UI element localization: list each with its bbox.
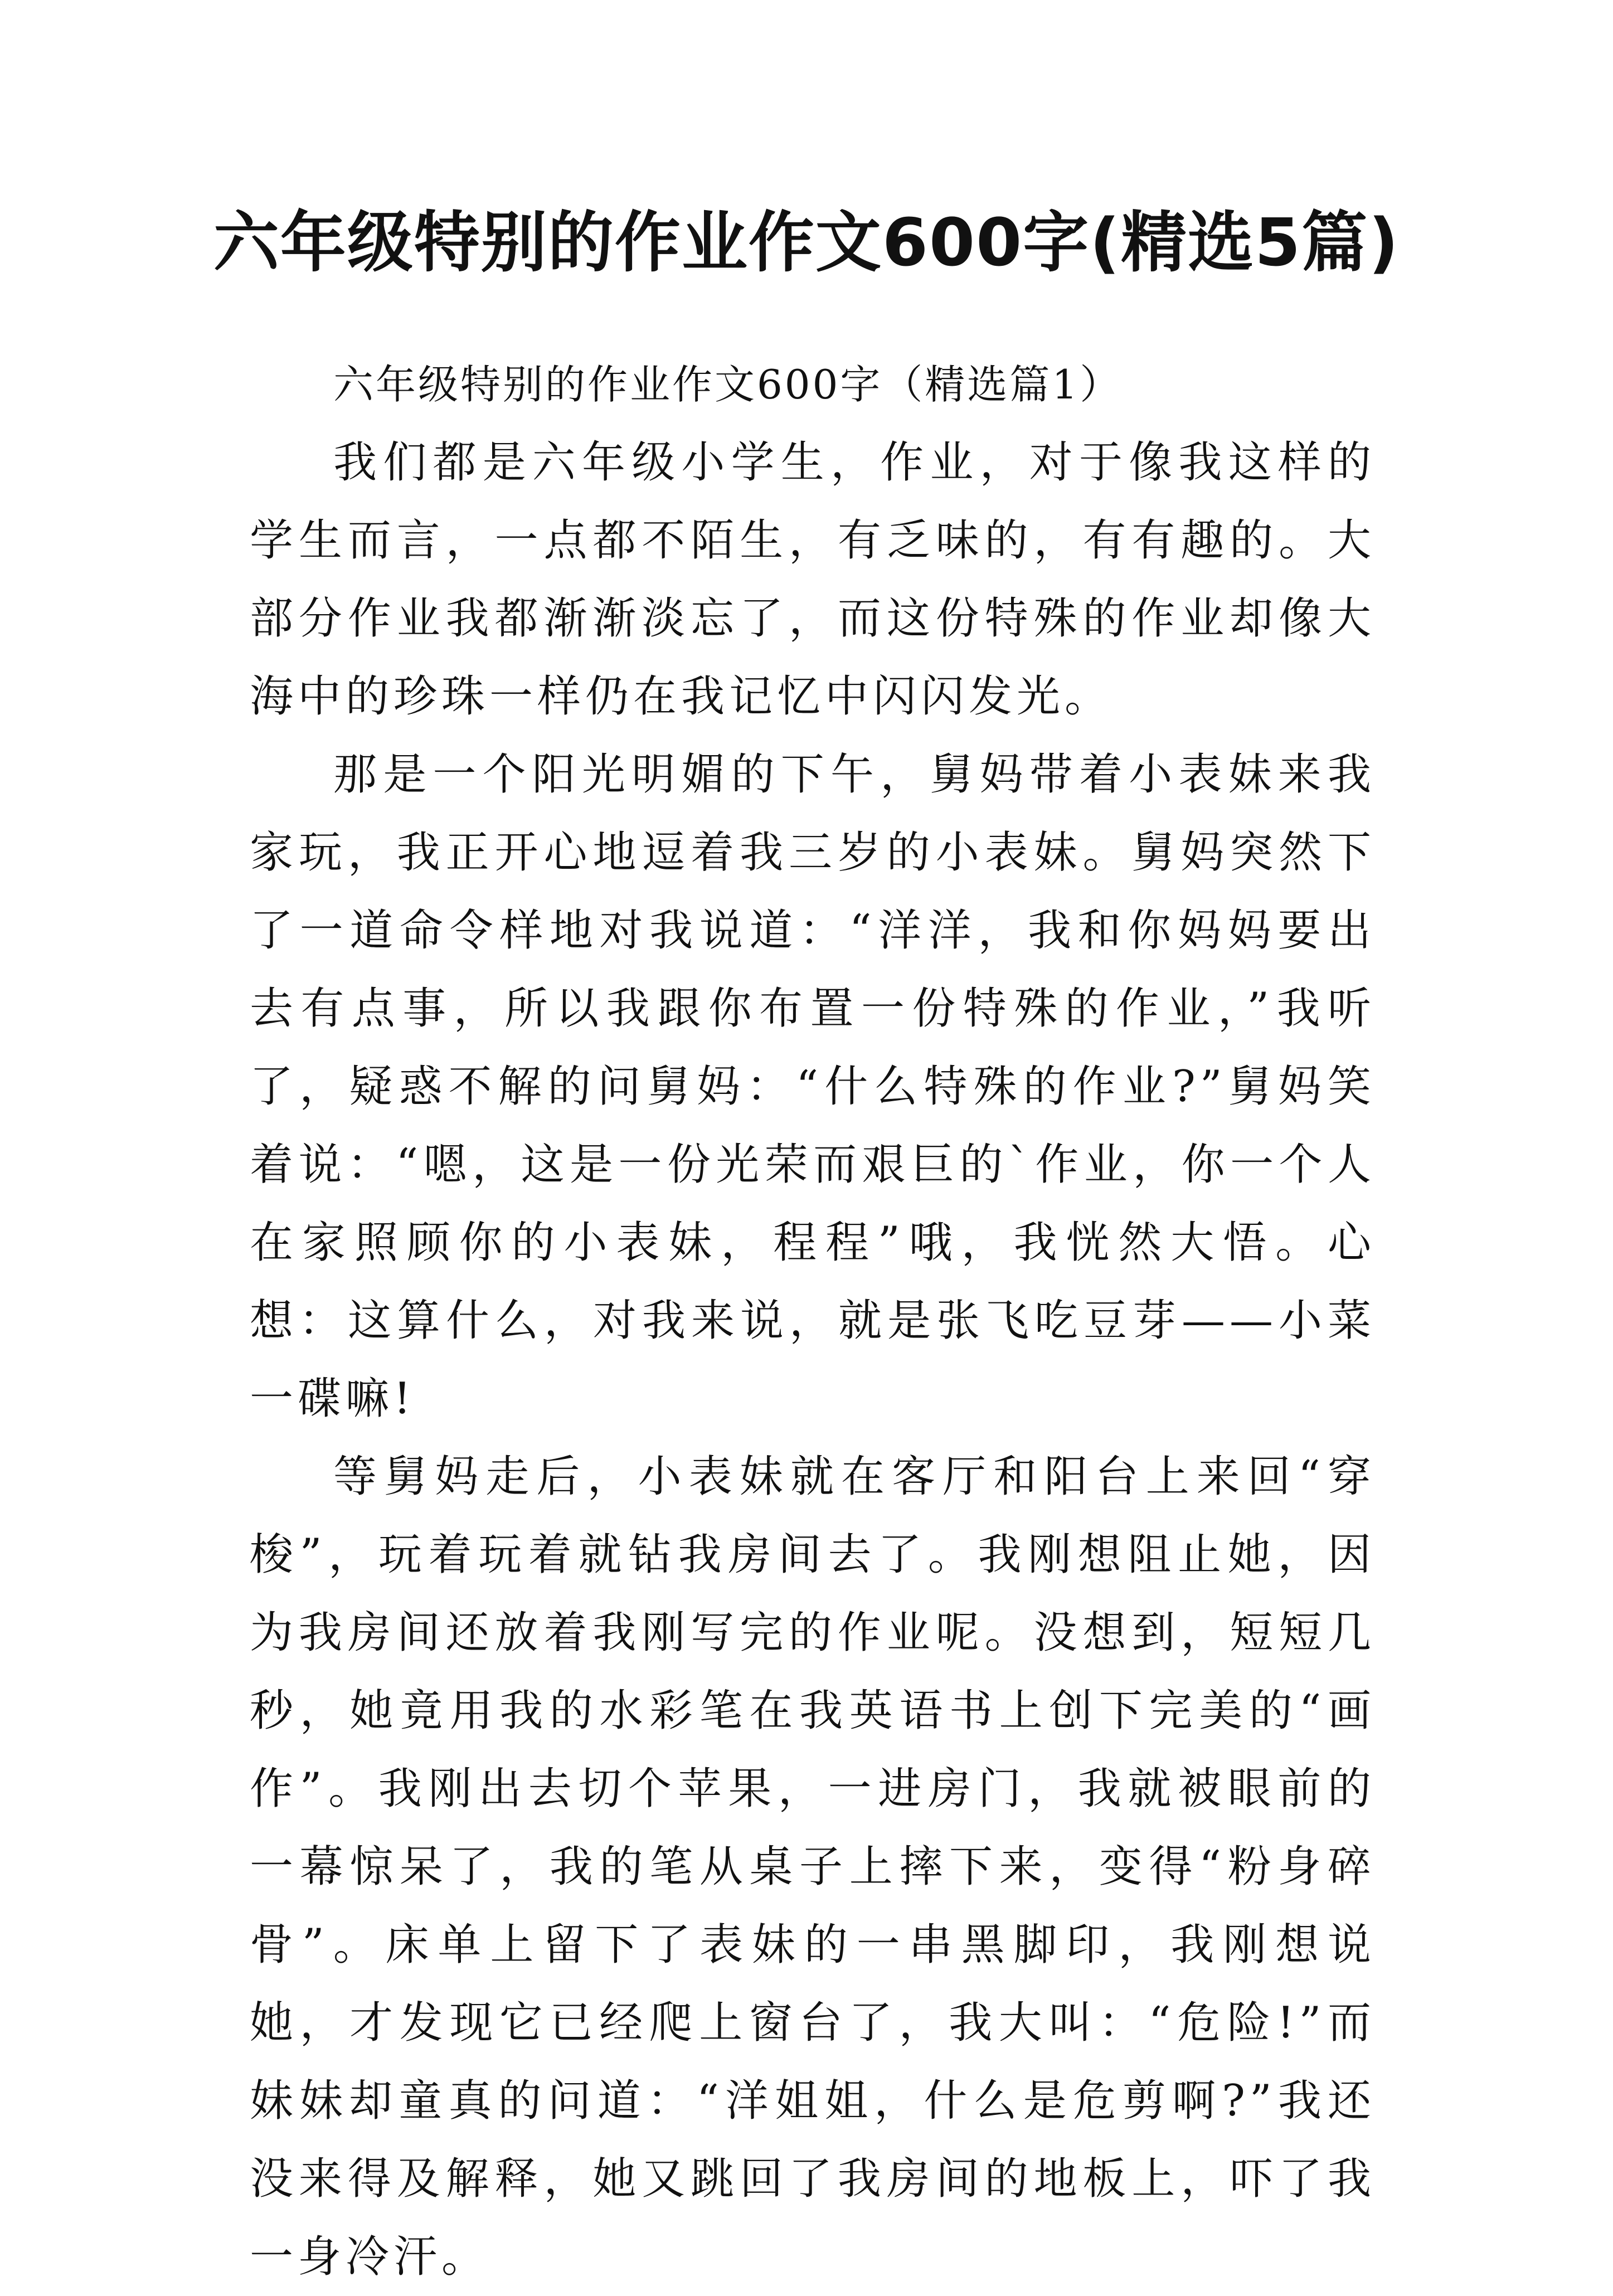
article-heading: 六年级特别的作业作文600字（精选篇1） bbox=[333, 361, 1123, 408]
article-paragraph: 等舅妈走后，小表妹就在客厅和阳台上来回“穿梭”，玩着玩着就钻我房间去了。我刚想阻止她，因为我房间还放着我刚写完的作业呢。没想到，短短几秒，她竟用我的水彩笔在我英语书上创下完美的“画作”。我刚出去切个苹果，一进房门，我就被眼前的一幕惊呆了，我的笔从桌子上摔下来，变得“粉身碎骨”。床单上留下了表妹的一串黑脚印，我刚想说她，才发现它已经爬上窗台了，我大叫：“危险!”而妹妹却童真的问道：“洋姐姐，什么是危剪啊?”我还没来得及解释，她又跳回了我房间的地板上，吓了我一身冷汗。 bbox=[250, 1452, 1376, 2282]
document-title: 六年级特别的作业作文600字(精选5篇) bbox=[213, 204, 1400, 281]
article-paragraph: 我们都是六年级小学生，作业，对于像我这样的学生而言，一点都不陌生，有乏味的，有有趣的。大部分作业我都渐渐淡忘了，而这份特殊的作业却像大海中的珍珠一样仍在我记忆中闪闪发光。 bbox=[250, 437, 1376, 722]
article-body bbox=[250, 346, 1376, 2296]
article-paragraph: 那是一个阳光明媚的下午，舅妈带着小表妹来我家玩，我正开心地逗着我三岁的小表妹。舅妈突然下了一道命令样地对我说道：“洋洋，我和你妈妈要出去有点事，所以我跟你布置一份特殊的作业，”我听了，疑惑不解的问舅妈：“什么特殊的作业?”舅妈笑着说：“嗯，这是一份光荣而艰巨的`作业，你一个人在家照顾你的小表妹，程程”哦，我恍然大悟。心想：这算什么，对我来说，就是张飞吃豆芽——小菜一碟嘛! bbox=[250, 750, 1376, 1424]
